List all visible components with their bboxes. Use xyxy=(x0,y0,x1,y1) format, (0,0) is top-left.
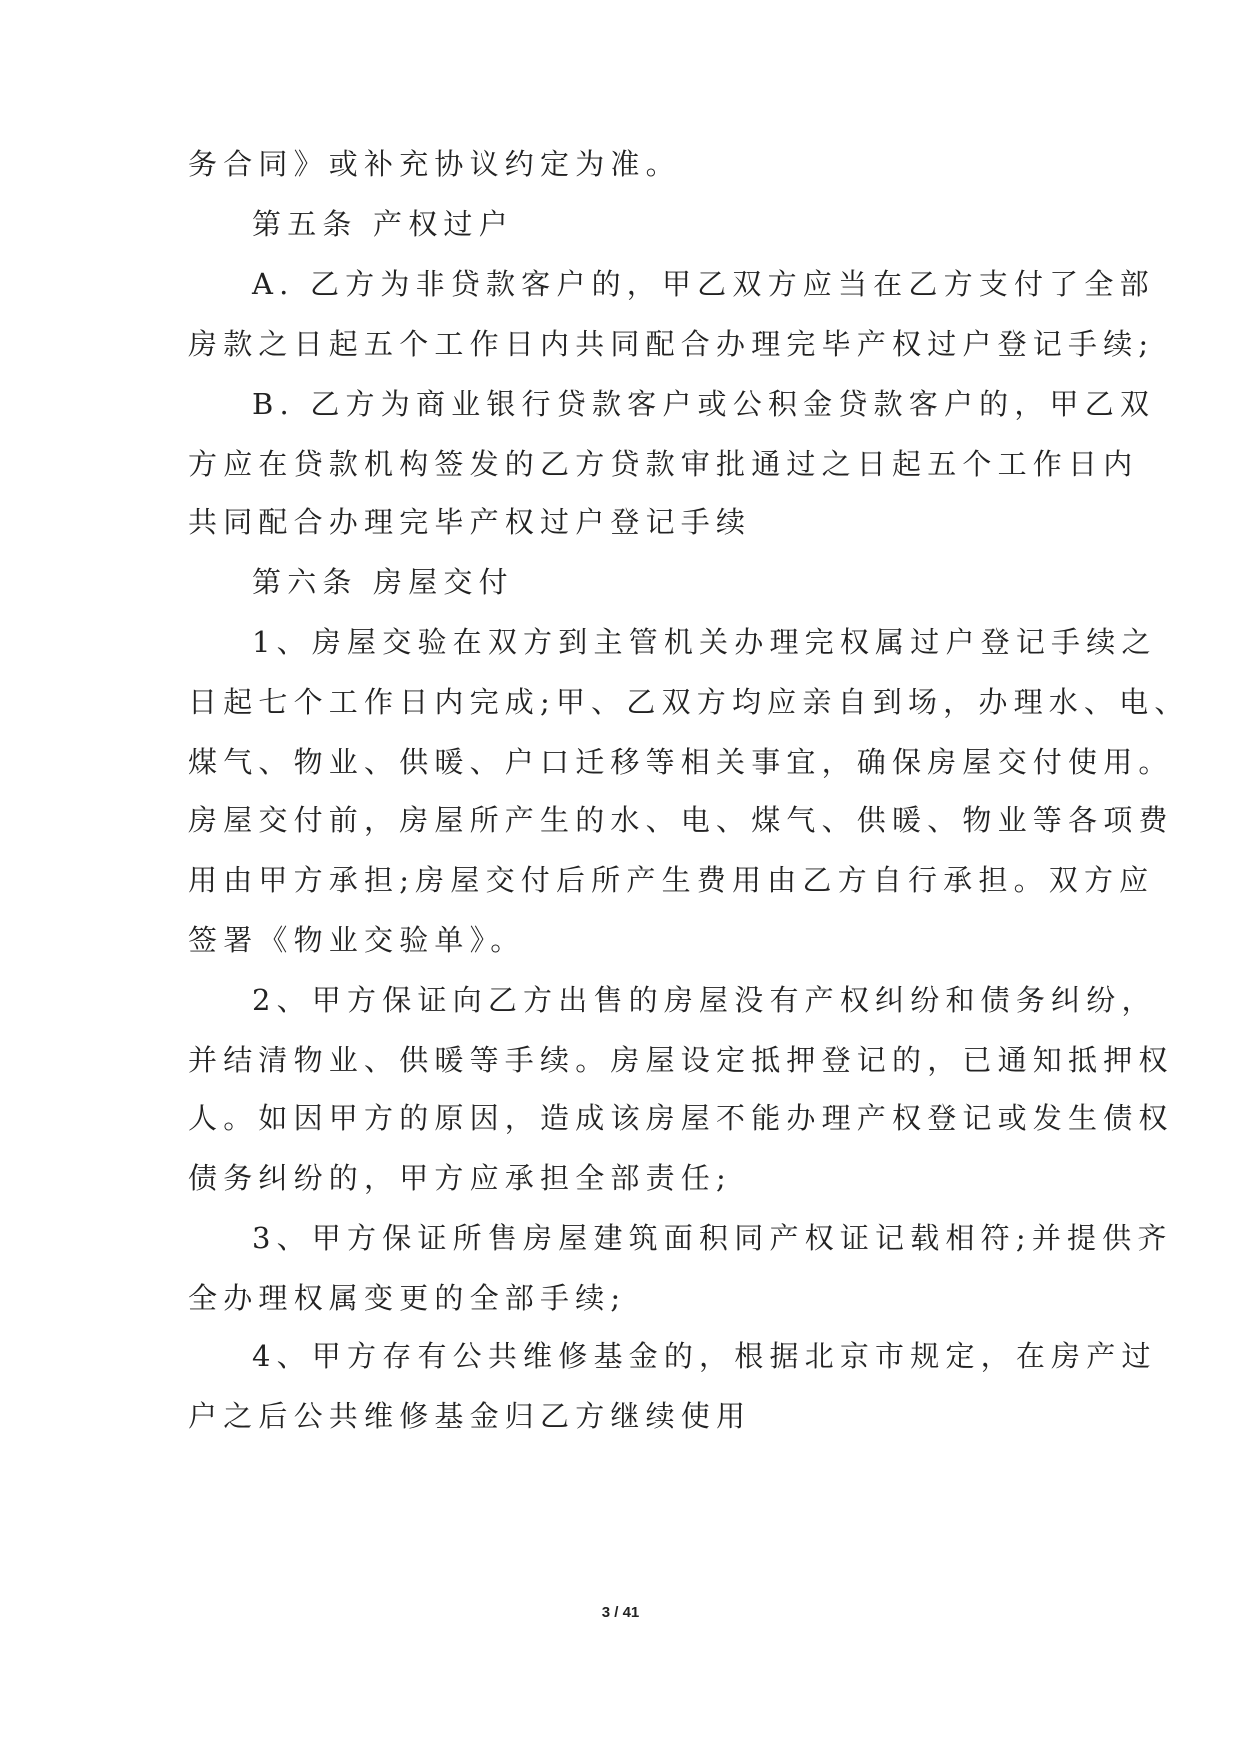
page-number: 3 / 41 xyxy=(601,1604,640,1621)
text-line: 1、房屋交验在双方到主管机关办理完权属过户登记手续之 xyxy=(252,625,1157,659)
text-line: 户之后公共维修基金归乙方继续使用 xyxy=(188,1399,752,1433)
text-line: 日起七个工作日内完成;甲、乙双方均应亲自到场，办理水、电、 xyxy=(188,685,1190,719)
text-line: 4、甲方存有公共维修基金的，根据北京市规定，在房产过 xyxy=(252,1339,1157,1373)
text-line: B. 乙方为商业银行贷款客户或公积金贷款客户的，甲乙双 xyxy=(252,387,1156,421)
text-line: 全办理权属变更的全部手续; xyxy=(188,1281,627,1315)
text-line: 债务纠纷的，甲方应承担全部责任; xyxy=(188,1161,732,1195)
text-line: 房款之日起五个工作日内共同配合办理完毕产权过户登记手续; xyxy=(188,327,1155,361)
text-line: 人。如因甲方的原因，造成该房屋不能办理产权登记或发生债权 xyxy=(188,1101,1174,1135)
text-line: 并结清物业、供暖等手续。房屋设定抵押登记的，已通知抵押权 xyxy=(188,1043,1174,1077)
text-line: 共同配合办理完毕产权过户登记手续 xyxy=(188,505,752,539)
section-heading: 第六条 房屋交付 xyxy=(252,565,514,599)
text-line: 方应在贷款机构签发的乙方贷款审批通过之日起五个工作日内 xyxy=(188,447,1139,481)
text-line: A. 乙方为非贷款客户的，甲乙双方应当在乙方支付了全部 xyxy=(252,267,1155,301)
text-line: 务合同》或补充协议约定为准。 xyxy=(188,147,681,181)
section-heading: 第五条 产权过户 xyxy=(252,207,514,241)
text-line: 3、甲方保证所售房屋建筑面积同产权证记载相符;并提供齐 xyxy=(252,1221,1173,1255)
text-line: 房屋交付前，房屋所产生的水、电、煤气、供暖、物业等各项费 xyxy=(188,803,1174,837)
text-line: 签署《物业交验单》。 xyxy=(188,923,526,957)
text-line: 2、甲方保证向乙方出售的房屋没有产权纠纷和债务纠纷， xyxy=(252,983,1157,1017)
text-line: 煤气、物业、供暖、户口迁移等相关事宜，确保房屋交付使用。 xyxy=(188,745,1174,779)
text-line: 用由甲方承担;房屋交付后所产生费用由乙方自行承担。双方应 xyxy=(188,863,1155,897)
